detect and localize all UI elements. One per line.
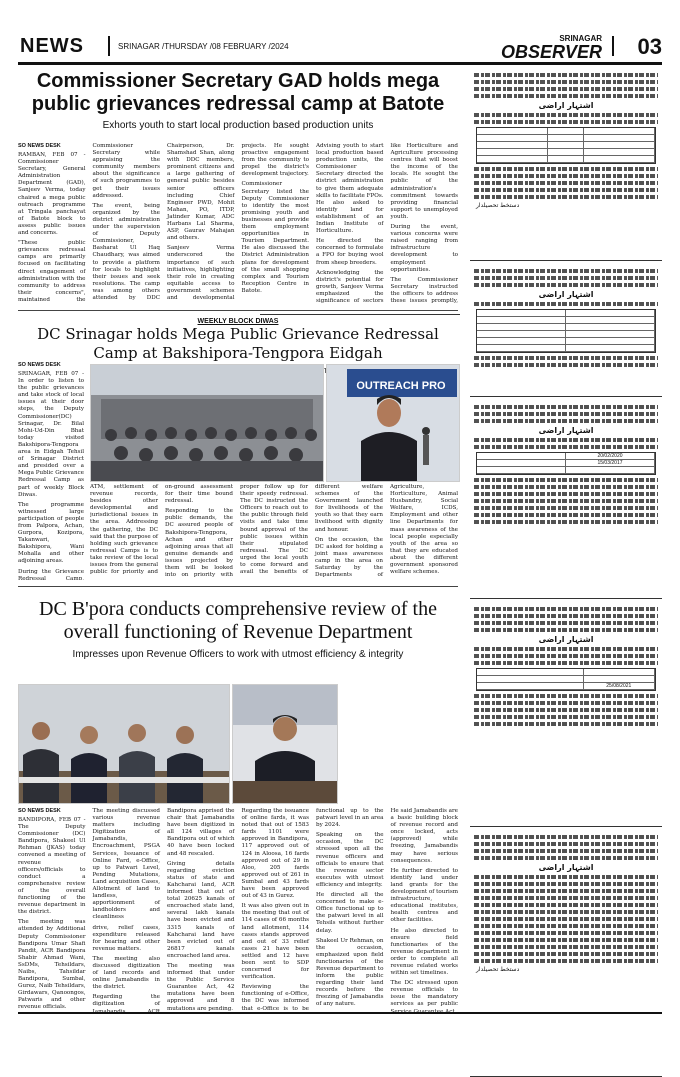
story2-para: SRINAGAR, FEB 07 - In order to listen to the public grievances and take stock of local issues at their door steps, the Deputy Commissioner(DC) Srinagar, Dr. Bilal Mohi-Ud-Din Bhat today visited Bakshipora-Tengpora area in Eidgah Tehsil of Srinagar District and presided over a Mega Public Grievance Redressal Camp as part of weekly Block Diwas. bbox=[18, 371, 84, 498]
header-divider bbox=[108, 36, 110, 56]
dateline: SRINAGAR /THURSDAY /08 FEBRUARY /2024 bbox=[118, 42, 289, 51]
spacer bbox=[260, 314, 460, 315]
hall-photo-svg bbox=[91, 365, 323, 481]
notice-title: اشتہار اراضی bbox=[538, 426, 594, 435]
story3-para: Shakeel Ur Rehman, on the occasion, emphasized upon field functionaries of the Revenue department to inform the public regarding their land records before the freezing of Jamabandis of any nature. bbox=[316, 937, 384, 1008]
story3-subhead: Impresses upon Revenue Officers to work with utmost efficiency & integrity bbox=[72, 649, 404, 660]
story1-para: During the event, various concerns were raised ranging from infrastructure development to employment opportunities. bbox=[390, 224, 458, 273]
urdu-notice-5 bbox=[470, 832, 662, 1077]
story3-para: Reviewing the functioning of e-Office, the DC was informed that e-Office is to be functional up to the patwari level in an area by 2024. bbox=[241, 808, 384, 1012]
notice-footer: دستخط تحصیلدار bbox=[476, 202, 520, 209]
header-divider-right bbox=[612, 36, 614, 56]
story2-headline[interactable]: DC Srinagar holds Mega Public Grievance Redressal Camp at Bakshipora-Tengpora Eidgah bbox=[37, 325, 439, 362]
story3-photo-officials bbox=[18, 684, 230, 804]
story2-desk: SO NEWS DESK bbox=[18, 362, 61, 368]
story3-para: The meeting was attended by Additional Deputy Commissioner Bandipora Umar Shafi Pandit, ACR Bandipora Shabir Ahmad Wani, SsDMs, Tehsildars, Naibs, Tahsildar Bandipora, Sumbal, Gurez, Naib Tehsildars, Girdawars, Qanoongos, Patwaris and other revenue officials. bbox=[18, 919, 86, 1011]
dc-photo-svg bbox=[233, 685, 337, 803]
story2-kicker: WEEKLY BLOCK DIWAS bbox=[197, 318, 279, 325]
story3-para: He further directed to identify land under land grants for the development of tourism infrastructure, educational institutes, health centres and other facilities. bbox=[390, 867, 458, 924]
notice-table bbox=[476, 309, 656, 353]
story3-para: He said Jamabandis are a basic building block of revenue record and once locked, acts (approved) while freezing, Jamabandis may have serious consequences. bbox=[390, 808, 458, 864]
notice-footer: دستخط تحصیلدار bbox=[476, 966, 520, 973]
story3-para: drive, relief cases, expenditure released for hearing and other revenue matters. bbox=[92, 924, 160, 952]
urdu-notice-3 bbox=[470, 402, 662, 599]
notice-title: اشتہار اراضی bbox=[538, 101, 594, 110]
story3-para: Regarding the issuance of online fards, it was noted that out of 1583 fards 1101 were approved in Bandipora, 117 approved out of 124 in Aloosa, 16 fards approved out of 29 in Aloo, 205 fards approved out of 261 in Sumbal and 43 fards have been approved out of 43 in Gurez. bbox=[241, 808, 309, 900]
page-number: 03 bbox=[637, 34, 662, 59]
story3-para: BANDIPORA, FEB 07 - The Deputy Commissioner (DC) Bandipora, Shakeel Ul Rehman (JKAS) today convened a meeting of revenue officers/officials to conduct a comprehensive review of the overall functioning of the revenue department in the district. bbox=[18, 817, 86, 916]
masthead-logo: OBSERVER bbox=[500, 42, 602, 62]
urdu-notice-4 bbox=[470, 604, 662, 827]
story3-para: The meeting also discussed digitization of land records and online Jamabandis in the district. bbox=[92, 955, 160, 991]
story1-para: "These public grievances redressal camps are primarily focused on facilitating direct engagement of administration with the community to address their concerns", maintained the Commissioner Secretary while appraising the community members about the significance of such programmes to get their issues addressed. bbox=[18, 143, 160, 303]
story1-para: RAMBAN, FEB 07 - Commissioner Secretary, General Administration Department (GAD), Sanjeev Verma, today chaired a mega public outreach programme at Tringala panchayat of Batote block to assess public issues and concerns. bbox=[18, 152, 86, 237]
story2-para: During the Grievance Redressal Camp, bbox=[18, 568, 84, 580]
divider bbox=[18, 586, 458, 587]
story1-para: Commissioner Secretary listed the Deputy Commissioner to identify the most promising youth and businesses and provide them employment opportunities in Tourism Department. He also discussed the District Administration plans for development of the small shopping complex and Tourism Reception Centre in Batote. bbox=[241, 181, 309, 294]
story1-para: Advising youth to start local production based production units, the Commissioner Secretary directed the district administration to give them adequate skills to facilitate FPOs. He also asked to identify land for establishment of an Indian Institute of Horticulture. bbox=[316, 143, 384, 235]
urdu-notice-2 bbox=[470, 266, 662, 397]
story3-para: The DC stressed upon revenue officials to issue the mandatory services as per public bbox=[390, 980, 458, 1008]
story2-photo-hall bbox=[90, 364, 324, 482]
story2-body bbox=[90, 484, 458, 580]
notice-table bbox=[476, 127, 656, 164]
story2-para: The programme witnessed large participation of people from Palpora, Achan, Gurpora, Kozipora, Takanwari, Bakshipora, Wani Mohalla and other adjoining areas. bbox=[18, 501, 84, 565]
story3-para: Speaking on the occasion, the DC stressed upon all the revenue officers and officials to ensure that the revenue sector executes with utmost efficiency and integrity. bbox=[316, 832, 384, 888]
notice-table bbox=[476, 668, 656, 691]
story2-para: ATM, settlement of revenue records, besides other developmental and jurisdictional issues in the area. Addressing the gathering, the DC said that the purpose of holding such grievance redressal Camps is to take review of the local issues from the general public for priority and on-ground assessment for their time bound redressal. bbox=[90, 484, 233, 576]
speaker-photo-svg bbox=[327, 365, 459, 481]
notice-date: 15/03/2017 bbox=[566, 460, 655, 466]
story3-headline[interactable]: DC B'pora conducts comprehensive review of the overall functioning of Revenue Department bbox=[39, 598, 437, 643]
story3-para: Giving details regarding eviction status of state and Kahcharai land, ACR informed that out of total 20625 kanals of encroached state land, several lakh kanals have been evicted and 3315 kanals of Kahcharai land have been evicted out of 26817 kanals encroached land area. bbox=[167, 860, 235, 959]
notice-date: 25/08/2021 bbox=[584, 683, 655, 689]
banner-text: OUTREACH PRO bbox=[356, 380, 446, 392]
story2-para: On the occasion, the DC asked for holding a joint mass awareness camp in the area on Saturday by the Departments of Agriculture, Horticulture, Animal Husbandry, Social Welfare, ICDS, Employment and other line Departments for mass awareness of the local people especially youth of the area so that they are educated about the different government sponsored welfare schemes. bbox=[315, 484, 458, 579]
story1-para: Sanjeev Verma underscored the importance of such initiatives, highlighting their role in creating equitable access to government schemes and developmental projects. He sought proactive engagement from the community to propel the district's development trajectory. bbox=[167, 143, 309, 301]
officials-photo-svg bbox=[19, 685, 229, 803]
section-label: NEWS bbox=[20, 35, 84, 57]
notice-title: اشتہار اراضی bbox=[538, 635, 594, 644]
urdu-notice-1 bbox=[470, 70, 662, 261]
page-bottom-rule bbox=[18, 1012, 662, 1014]
main-news-area bbox=[18, 70, 458, 1012]
story1-para: Acknowledging the district's potential for growth, Sanjeev Verma emphasized the significance of sectors like Horticulture and Agriculture processing centres that will boost the income of the locals. He sought the public of the administration's commitment towards providing financial support to unemployed youth. bbox=[316, 143, 458, 304]
notice-table bbox=[476, 452, 656, 475]
story3-para: Regarding the digitization of Bandipora apprised the chair that Jamabandis have been digitized in all 124 villages of Bandipora out of which 40 have been locked and 48 rescaled. bbox=[92, 808, 235, 1008]
masthead-city: SRINAGAR bbox=[559, 34, 602, 43]
story1-para: The event, being organized by the district administration under the supervision of Deputy Commissioner, Basharat Ul Haq Chaudhary, was aimed to provide a platform for locals to highlight their issues and seek resolutions. The camp was among others attended by DDC Chairperson, Dr. Shamshad Shan, along with DDC members, prominent citizens and a large gathering of general public besides senior officers including Chief Engineer PWD, Mohit Mahan, PO, ITDP, Jatinder Kumar, ADC Harbans Lal Sharma, ASP, Gaurav Mahajan and others. bbox=[92, 143, 235, 301]
page-header bbox=[18, 32, 662, 65]
story3-para: It was also given out in the meeting that out of 114 cases of 66 months land allotment, 114 cases stands approved and out of 33 relief cases 21 have been settled and 12 have been sent to SDP concerned for verification. bbox=[241, 903, 309, 981]
story3-para: He directed all the concerned to make e-Office functional up to the patwari level in all Tehsils without further delay. bbox=[316, 892, 384, 934]
story1-headline[interactable]: Commissioner Secretary GAD holds mega public grievances redressal camp at Batote bbox=[31, 70, 445, 115]
story2-col1 bbox=[18, 362, 84, 580]
story3-photo-dc bbox=[232, 684, 338, 804]
divider bbox=[18, 310, 458, 311]
story1-subhead: Exhorts youth to start local production based production units bbox=[102, 120, 374, 131]
story3-para: The meeting discussed various revenue matters including Digitization of Jamabandis, Encroachment, PSGA Services, Issuance of Online Fard, e-Office, up to Patwari Level, Pending Mutations, Land acquisition Cases, Allotment of land to landless, apportionment of landholders and cleanliness bbox=[92, 808, 160, 921]
notice-title: اشتہار اراضی bbox=[538, 290, 594, 299]
story2-subhead: camps bbox=[312, 365, 340, 375]
story1-para: He directed the concerned to formulate a FPO for buying wool from sheep breeders. bbox=[316, 238, 384, 266]
story2-para: Responding to the public demands, the DC assured people of Bakshipora-Tengpora, Achan and other adjoining areas that all genuine demands and issues projected by them will be looked into on priority with proper follow up for their speedy redressal. The DC instructed the Officers to reach out to the public through field visits and take time bound approval of the public issues within their stipulated redressal. The DC urged the local youth to come forward and avail the benefits of different welfare schemes of the Government launched for livelihoods of the youth so that they earn livelihood with dignity and honour. bbox=[165, 484, 383, 579]
notice-date: 20/02/2020 bbox=[566, 453, 655, 459]
story1-para: The Commissioner Secretary instructed the officers to address these issues promptly, bbox=[390, 276, 458, 304]
story1-body bbox=[18, 143, 458, 306]
story3-body bbox=[18, 808, 458, 1076]
story2-photo-speaker bbox=[326, 364, 460, 482]
story3-para: He also directed to ensure field functionaries of the revenue department in order to complete all revenue related works within set timelines. bbox=[390, 927, 458, 977]
notice-title: اشتہار اراضی bbox=[538, 863, 594, 872]
story1-desk: SO NEWS DESK bbox=[18, 143, 61, 149]
story3-para: The meeting was informed that under the Public Service Guarantee Act, 42 mutations have been approved and 8 mutations are pending. bbox=[167, 962, 235, 1012]
story3-desk: SO NEWS DESK bbox=[18, 808, 61, 814]
